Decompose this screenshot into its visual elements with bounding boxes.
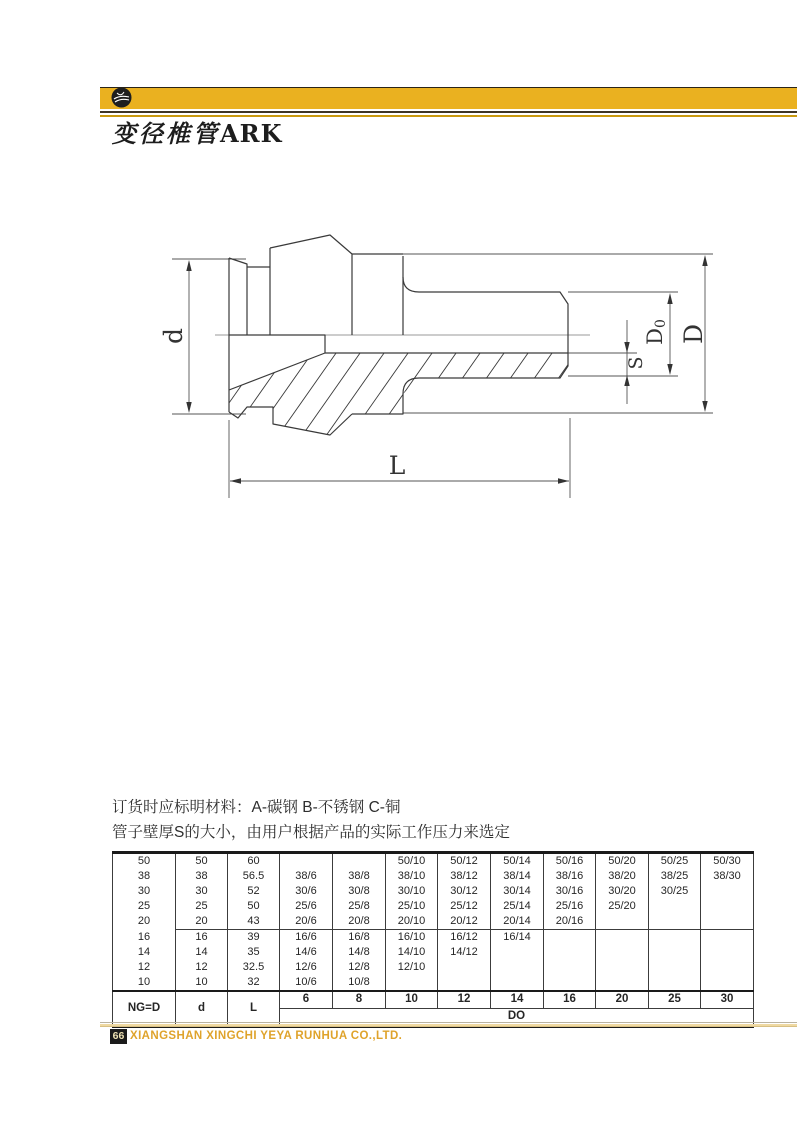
table-row	[113, 945, 754, 960]
header-do-20: 20	[596, 991, 649, 1009]
cell: 12/8	[333, 960, 386, 975]
cell: 43	[228, 914, 280, 930]
technical-drawing	[140, 225, 740, 515]
cell: 25/16	[544, 899, 596, 914]
cell: 30/14	[491, 884, 544, 899]
header-do-10: 10	[386, 991, 438, 1009]
cell: 38/14	[491, 869, 544, 884]
cell	[596, 960, 649, 975]
cell: 35	[228, 945, 280, 960]
cell: 12	[176, 960, 228, 975]
cell: 25	[113, 899, 176, 914]
cell: 12/6	[280, 960, 333, 975]
cell: 38	[176, 869, 228, 884]
table-row	[113, 975, 754, 991]
header-gold-bar	[100, 87, 797, 109]
cell: 38/30	[701, 869, 754, 884]
cell	[438, 975, 491, 991]
cell: 10	[113, 975, 176, 991]
cell	[701, 899, 754, 914]
cell: 20/14	[491, 914, 544, 930]
cell	[596, 975, 649, 991]
cell: 14/12	[438, 945, 491, 960]
cell: 30/8	[333, 884, 386, 899]
dim-label-d: d	[159, 327, 188, 345]
cell: 14/10	[386, 945, 438, 960]
cell: 16	[113, 930, 176, 946]
cell: 38	[113, 869, 176, 884]
cell	[544, 975, 596, 991]
page-title-model: ARK	[220, 119, 283, 148]
cell: 12	[113, 960, 176, 975]
cell: 56.5	[228, 869, 280, 884]
cell: 16/12	[438, 930, 491, 946]
cell	[596, 945, 649, 960]
cell: 16/8	[333, 930, 386, 946]
dim-label-L: L	[388, 451, 406, 480]
cell: 32.5	[228, 960, 280, 975]
page-title-chinese: 变径椎管	[112, 119, 220, 148]
cell: 25/8	[333, 899, 386, 914]
table-row	[113, 899, 754, 914]
cell: 30/6	[280, 884, 333, 899]
cell: 10/8	[333, 975, 386, 991]
cell	[596, 914, 649, 930]
cell: 12/10	[386, 960, 438, 975]
cell: 30	[176, 884, 228, 899]
cell: 38/16	[544, 869, 596, 884]
cell: 20/16	[544, 914, 596, 930]
cell: 14	[113, 945, 176, 960]
cell: 50/30	[701, 853, 754, 870]
cell	[333, 853, 386, 870]
cell: 16/10	[386, 930, 438, 946]
cell	[649, 945, 701, 960]
cell: 16	[176, 930, 228, 946]
cell	[649, 914, 701, 930]
table-row	[113, 960, 754, 975]
cell: 16/14	[491, 930, 544, 946]
header-d: d	[176, 991, 228, 1027]
cell: 10/6	[280, 975, 333, 991]
cell: 30/16	[544, 884, 596, 899]
cell	[544, 930, 596, 946]
cell: 38/12	[438, 869, 491, 884]
cell: 20/12	[438, 914, 491, 930]
cell: 30	[113, 884, 176, 899]
dim-label-D0-main: D	[643, 328, 667, 345]
cell: 25/6	[280, 899, 333, 914]
cell	[491, 975, 544, 991]
dim-label-D: D	[679, 323, 708, 345]
cell: 50/12	[438, 853, 491, 870]
cell: 38/10	[386, 869, 438, 884]
cell: 50	[113, 853, 176, 870]
cell: 25/14	[491, 899, 544, 914]
cell	[701, 884, 754, 899]
cell: 30/12	[438, 884, 491, 899]
dim-label-D0-sub: 0	[653, 319, 669, 329]
cell	[544, 945, 596, 960]
cell: 14/6	[280, 945, 333, 960]
cell: 30/10	[386, 884, 438, 899]
note-material: 订货时应标明材料：A-碳钢 B-不锈钢 C-铜	[112, 799, 401, 816]
cell	[649, 975, 701, 991]
cell	[649, 930, 701, 946]
ordering-notes	[112, 795, 510, 845]
cell: 25/10	[386, 899, 438, 914]
cell	[596, 930, 649, 946]
table-row	[113, 884, 754, 899]
cell: 50/16	[544, 853, 596, 870]
header-do-6: 6	[280, 991, 333, 1009]
header-rule-dark	[100, 111, 797, 113]
company-logo-icon	[111, 87, 132, 108]
header-L: L	[228, 991, 280, 1027]
cell	[491, 945, 544, 960]
header-do-30: 30	[701, 991, 754, 1009]
cell	[701, 960, 754, 975]
cell	[701, 914, 754, 930]
cell: 20/10	[386, 914, 438, 930]
cell: 20	[176, 914, 228, 930]
cell: 50/14	[491, 853, 544, 870]
cell	[649, 899, 701, 914]
table-header-row	[113, 991, 754, 1009]
cell: 25/12	[438, 899, 491, 914]
cell: 50/20	[596, 853, 649, 870]
cell: 30/20	[596, 884, 649, 899]
note-wall-thickness: 管子壁厚S的大小，由用户根据产品的实际工作压力来选定	[112, 824, 510, 841]
cell	[491, 960, 544, 975]
header-do-25: 25	[649, 991, 701, 1009]
cell	[701, 945, 754, 960]
page-title	[112, 114, 282, 149]
cell: 16/6	[280, 930, 333, 946]
cell	[701, 975, 754, 991]
table-row-group-start	[113, 930, 754, 946]
cell: 38/6	[280, 869, 333, 884]
cell: 25	[176, 899, 228, 914]
cell: 39	[228, 930, 280, 946]
header-do-span: DO	[280, 1009, 754, 1027]
spec-table	[112, 851, 754, 1028]
cell: 50/10	[386, 853, 438, 870]
cell	[649, 960, 701, 975]
cell: 52	[228, 884, 280, 899]
dimension-lines	[172, 254, 713, 498]
header-do-12: 12	[438, 991, 491, 1009]
cell: 10	[176, 975, 228, 991]
cell: 25/20	[596, 899, 649, 914]
footer-company-name: XIANGSHAN XINGCHI YEYA RUNHUA CO.,LTD.	[130, 1030, 403, 1042]
dim-label-D0	[643, 319, 669, 345]
cell: 20/8	[333, 914, 386, 930]
header-do-8: 8	[333, 991, 386, 1009]
page-number-badge: 66	[110, 1029, 127, 1044]
header-do-14: 14	[491, 991, 544, 1009]
header-ngd: NG=D	[113, 991, 176, 1027]
dim-label-S: S	[625, 356, 647, 370]
cell: 50/25	[649, 853, 701, 870]
cell: 60	[228, 853, 280, 870]
header-do-16: 16	[544, 991, 596, 1009]
cell: 14/8	[333, 945, 386, 960]
cell: 38/20	[596, 869, 649, 884]
cell	[280, 853, 333, 870]
cell	[701, 930, 754, 946]
table-row	[113, 853, 754, 870]
table-row	[113, 914, 754, 930]
spec-table-wrapper	[112, 851, 754, 1028]
cell: 32	[228, 975, 280, 991]
cell: 14	[176, 945, 228, 960]
cell: 30/25	[649, 884, 701, 899]
cell	[438, 960, 491, 975]
cell	[544, 960, 596, 975]
cell: 20/6	[280, 914, 333, 930]
cell: 50	[228, 899, 280, 914]
cell	[386, 975, 438, 991]
cell: 50	[176, 853, 228, 870]
cell: 20	[113, 914, 176, 930]
cell: 38/25	[649, 869, 701, 884]
cell: 38/8	[333, 869, 386, 884]
table-row	[113, 869, 754, 884]
footer-rule-gold	[100, 1024, 797, 1028]
